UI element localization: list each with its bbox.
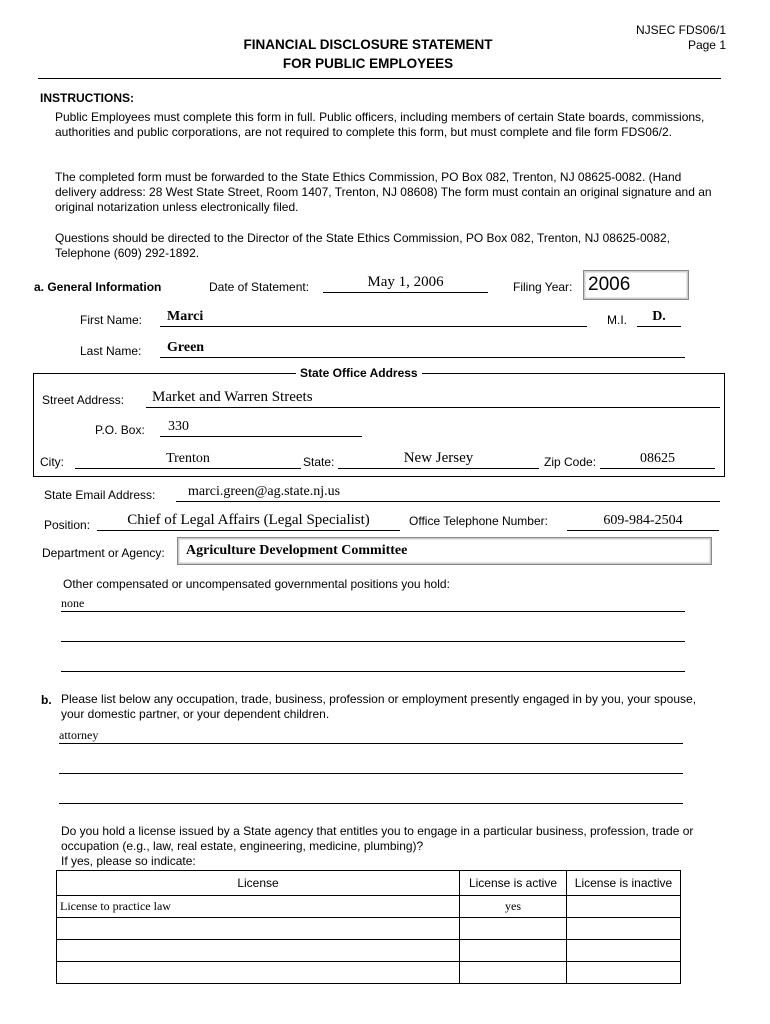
title-line-1: FINANCIAL DISCLOSURE STATEMENT	[243, 37, 493, 52]
mi-value: D.	[652, 309, 666, 324]
active-cell[interactable]	[460, 962, 567, 984]
table-row	[57, 918, 681, 940]
last-name-label: Last Name:	[80, 344, 142, 358]
position-label: Position:	[44, 518, 91, 532]
date-field[interactable]	[323, 274, 488, 293]
occupation-line-2[interactable]	[59, 757, 683, 774]
page-number: Page 1	[687, 38, 726, 52]
phone-value: 609-984-2504	[603, 513, 683, 528]
occupation-value: attorney	[59, 728, 99, 742]
header-divider	[38, 78, 721, 79]
instructions-heading: INSTRUCTIONS:	[40, 91, 134, 105]
license-table-header	[57, 871, 681, 896]
filing-year-label: Filing Year:	[513, 280, 573, 294]
inactive-cell[interactable]	[567, 918, 681, 940]
position-value: Chief of Legal Affairs (Legal Specialist)	[127, 512, 370, 528]
dept-field[interactable]	[177, 537, 712, 565]
phone-field[interactable]	[567, 513, 719, 531]
street-field[interactable]	[146, 389, 720, 408]
instructions-para-3: Questions should be directed to the Director of the State Ethics Commission, PO Box 082, Trenton, NJ 08625-0082, Telephone (609) 292-1892.	[55, 231, 670, 260]
occupation-line-1[interactable]	[59, 727, 683, 744]
state-field[interactable]	[338, 451, 539, 469]
dept-value: Agriculture Development Committee	[186, 543, 408, 558]
inactive-cell[interactable]	[567, 962, 681, 984]
general-info-heading: a. General Information	[34, 280, 162, 294]
email-value: marci.green@ag.state.nj.us	[188, 484, 341, 499]
col-active-header: License is active	[460, 871, 567, 896]
other-positions-value: none	[61, 596, 85, 610]
filing-year-field[interactable]	[583, 270, 689, 300]
state-label: State:	[303, 455, 335, 469]
first-name-label: First Name:	[80, 313, 143, 327]
email-label: State Email Address:	[44, 488, 156, 502]
inactive-cell[interactable]	[567, 940, 681, 962]
state-value: New Jersey	[403, 450, 474, 466]
mi-field[interactable]	[637, 309, 681, 327]
dept-label: Department or Agency:	[42, 546, 165, 560]
city-label: City:	[40, 455, 64, 469]
other-positions-line-3[interactable]	[61, 655, 685, 672]
position-field[interactable]	[97, 513, 400, 531]
license-cell[interactable]	[57, 962, 460, 984]
license-cell[interactable]	[57, 940, 460, 962]
page-title	[158, 35, 578, 73]
section-b-question: Please list below any occupation, trade, business, profession or employment presently engaged in by you, your spouse, your domestic partner, or your dependent children.	[61, 692, 697, 721]
zip-field[interactable]	[600, 451, 715, 469]
street-value: Market and Warren Streets	[152, 389, 313, 405]
form-header-code-block	[636, 23, 726, 53]
mi-label: M.I.	[607, 313, 627, 327]
other-positions-line-1[interactable]	[61, 595, 685, 612]
form-code: NJSEC FDS06/1	[635, 23, 726, 37]
active-cell[interactable]: yes	[460, 896, 567, 918]
col-inactive-header: License is inactive	[567, 871, 681, 896]
zip-label: Zip Code:	[544, 455, 597, 469]
col-license-header: License	[57, 871, 460, 896]
office-address-heading: State Office Address	[296, 366, 422, 380]
title-line-2: FOR PUBLIC EMPLOYEES	[282, 56, 454, 71]
table-row	[57, 940, 681, 962]
date-value: May 1, 2006	[367, 274, 444, 290]
license-table	[56, 870, 681, 984]
first-name-value: Marci	[167, 309, 204, 324]
table-row	[57, 896, 681, 918]
pobox-value: 330	[168, 419, 189, 434]
filing-year-value: 2006	[588, 274, 631, 295]
pobox-field[interactable]	[160, 419, 362, 437]
license-question: Do you hold a license issued by a State agency that entitles you to engage in a particular business, profession, trade or occupation (e.g., law, real estate, engineering, medicine, plumbing)?	[61, 824, 694, 853]
section-b-letter: b.	[41, 693, 52, 707]
last-name-field[interactable]	[160, 340, 685, 358]
license-note: If yes, please so indicate:	[61, 854, 196, 868]
license-cell[interactable]	[57, 918, 460, 940]
other-positions-line-2[interactable]	[61, 625, 685, 642]
other-positions-label: Other compensated or uncompensated governmental positions you hold:	[63, 577, 450, 591]
active-cell[interactable]	[460, 918, 567, 940]
city-field[interactable]	[75, 451, 301, 469]
zip-value: 08625	[640, 451, 675, 466]
instructions-para-2: The completed form must be forwarded to the State Ethics Commission, PO Box 082, Trenton, NJ 08625-0082. (Hand delivery address: 28 West State Street, Room 1407, Trenton, NJ 08608) The form must contain an original signature and an original notarization unless electronically filed.	[55, 170, 712, 214]
active-cell[interactable]	[460, 940, 567, 962]
first-name-field[interactable]	[160, 309, 587, 327]
instructions-para-1: Public Employees must complete this form in full. Public officers, including members of certain State boards, commissions, authorities and public corporations, are not required to complete this form, but must complete and file form FDS06/2.	[55, 110, 705, 139]
table-row	[57, 962, 681, 984]
inactive-cell[interactable]	[567, 896, 681, 918]
email-field[interactable]	[176, 484, 720, 502]
pobox-label: P.O. Box:	[95, 423, 145, 437]
phone-label: Office Telephone Number:	[409, 514, 548, 528]
occupation-line-3[interactable]	[59, 787, 683, 804]
city-value: Trenton	[166, 451, 210, 466]
license-cell[interactable]: License to practice law	[57, 896, 460, 918]
date-label: Date of Statement:	[209, 280, 310, 294]
street-label: Street Address:	[42, 393, 125, 407]
last-name-value: Green	[167, 340, 205, 355]
